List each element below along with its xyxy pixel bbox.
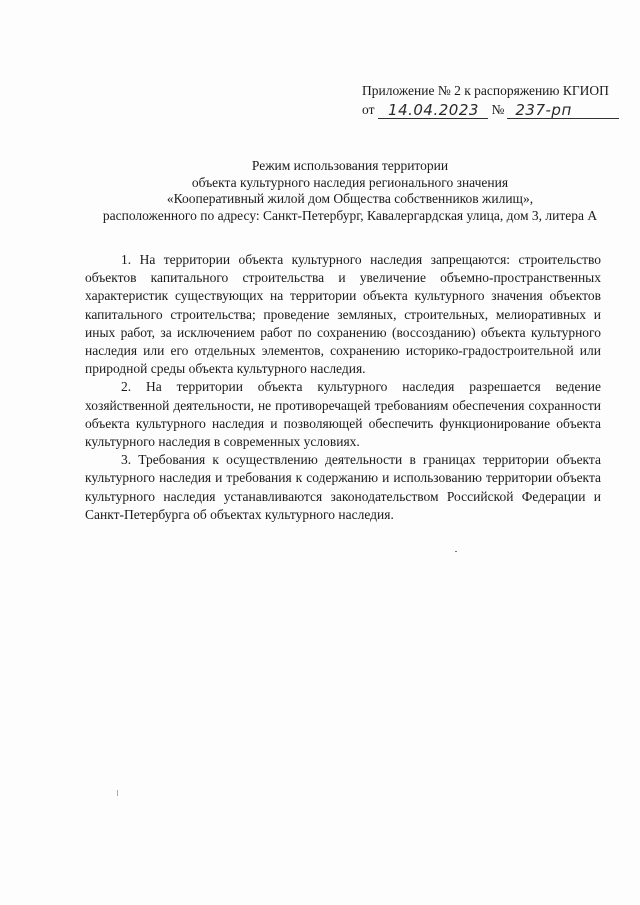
appendix-date-number-line (362, 101, 619, 119)
scan-speck (455, 551, 457, 552)
appendix-header (362, 82, 619, 119)
title-line-3: «Кооперативный жилой дом Общества собственников жилищ», (166, 191, 534, 206)
title-line-2: объекта культурного наследия регионального значения (191, 174, 509, 190)
paragraph-3: 3. Требования к осуществлению деятельности в границах территории объекта культурного наследия и требования к содержанию и использованию территории объекта культурного наследия устанавливаются законодательством Российской Федерации и Санкт-Петербурга об объектах культурного наследия. (85, 452, 601, 522)
title-line-1: Режим использования территории (251, 158, 449, 173)
document-title (60, 158, 640, 224)
number-label: № (491, 102, 505, 117)
paragraph-1: 1. На территории объекта культурного наследия запрещаются: строительство объектов капитального строительства и увеличение объемно-пространственных характеристик существующих на территории объекта культурного значения объектов капитального строительства; проведение земляных, строительных, мелиоративных и иных работ, за исключением работ по сохранению (воссозданию) объекта культурного наследия или его отдельных элементов, сохранению историко-градостроительной или природной среды объекта культурного наследия. (85, 252, 601, 377)
handwritten-date: 14.04.2023 (378, 102, 488, 119)
from-label: от (362, 102, 375, 117)
handwritten-number: 237-рп (507, 102, 619, 119)
document-body (85, 251, 601, 524)
appendix-title: Приложение № 2 к распоряжению КГИОП (362, 83, 609, 98)
title-line-4: расположенного по адресу: Санкт-Петербург, Кавалергардская улица, дом 3, литера А (102, 207, 598, 223)
paragraph-2: 2. На территории объекта культурного наследия разрешается ведение хозяйственной деятельности, не противоречащей требованиям обеспечения сохранности объекта культурного наследия и позволяющей обеспечить функционирование объекта культурного наследия в современных условиях. (85, 379, 601, 450)
scan-mark (117, 790, 118, 796)
